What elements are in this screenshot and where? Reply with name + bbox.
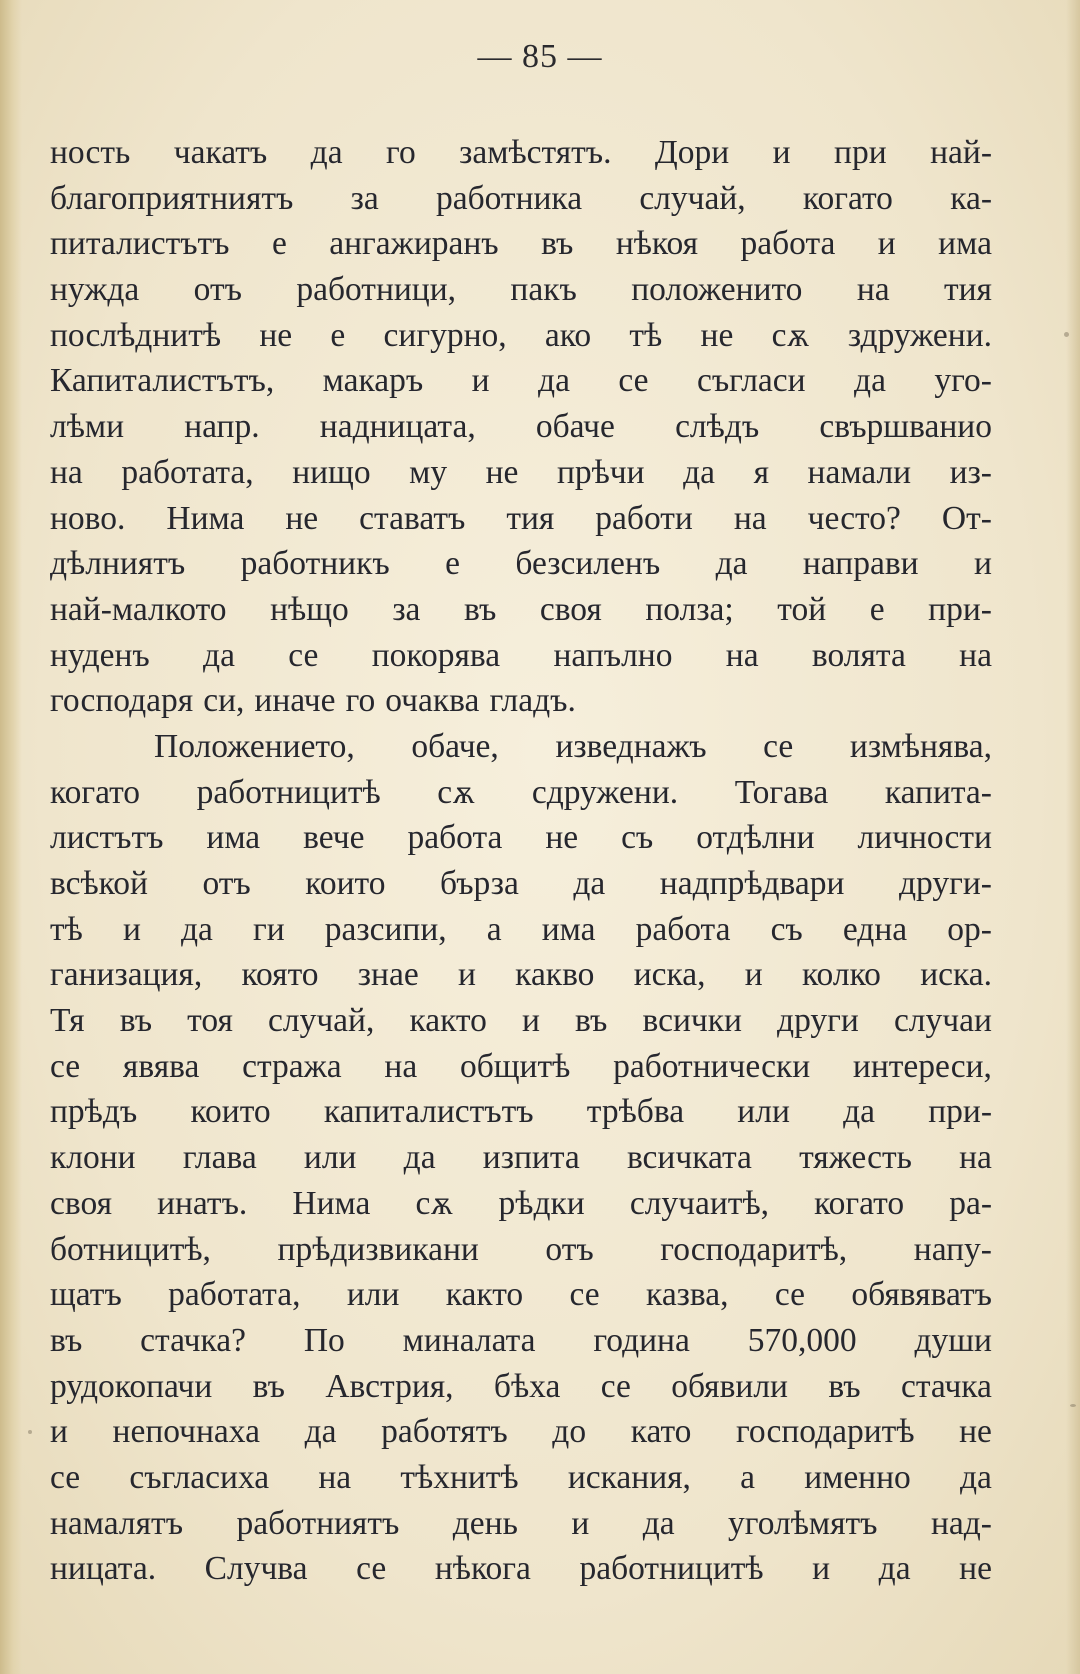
word: на <box>959 1139 992 1177</box>
word: на <box>384 1047 418 1085</box>
word: прѣдъ <box>50 1093 138 1131</box>
word: отъ <box>202 865 251 902</box>
word: всичката <box>626 1139 752 1177</box>
word: не <box>259 316 293 354</box>
text-line <box>50 313 992 359</box>
word: за <box>392 590 421 628</box>
word: се <box>774 1276 806 1314</box>
text-line <box>50 1409 992 1455</box>
word: ницата. <box>50 1550 157 1588</box>
word: се <box>356 1550 387 1588</box>
word: своя <box>50 1184 112 1222</box>
word: има <box>938 225 992 263</box>
word: работнически <box>613 1047 811 1085</box>
word: господаритѣ, <box>660 1230 848 1268</box>
word: намалятъ <box>50 1504 184 1542</box>
word: изпита <box>482 1139 580 1177</box>
word: благоприятниятъ <box>50 179 294 217</box>
word: бърза <box>440 865 519 902</box>
word: като <box>630 1413 692 1451</box>
word: личности <box>857 819 992 857</box>
text-line <box>50 1318 992 1364</box>
word: се <box>50 1047 81 1085</box>
text-line <box>50 633 992 679</box>
word: да <box>573 865 606 902</box>
word: има <box>541 910 596 948</box>
word: нѣкоя <box>615 225 699 263</box>
word: работятъ <box>381 1413 508 1451</box>
word: По <box>303 1321 345 1359</box>
word: сигурно, <box>383 316 507 354</box>
word: работи <box>595 499 693 537</box>
word: въ <box>50 1321 83 1359</box>
word: не <box>485 453 519 491</box>
word: обаче, <box>411 727 499 765</box>
word: Дори <box>654 134 730 171</box>
word: ра- <box>949 1184 992 1222</box>
word: дѣлниятъ <box>50 545 186 583</box>
word: непочнаха <box>112 1413 260 1451</box>
word: за <box>350 179 379 217</box>
word: здружени. <box>847 316 992 354</box>
word: а <box>740 1458 755 1496</box>
word: до <box>552 1413 587 1451</box>
word: сѫ <box>771 316 810 354</box>
text-line <box>50 1455 992 1501</box>
word: чакатъ <box>173 134 268 171</box>
word: прѣчи <box>556 453 645 491</box>
word: е <box>271 225 287 263</box>
word: нѣщо <box>270 590 349 628</box>
word: уго- <box>934 362 992 400</box>
word: и <box>877 225 896 263</box>
word: го <box>386 134 416 171</box>
text-line <box>50 907 992 953</box>
word: капиталистътъ <box>323 1093 534 1131</box>
word: когато <box>802 179 893 217</box>
word: работа <box>407 819 503 857</box>
word: въ <box>463 590 497 628</box>
word: други <box>777 1002 859 1040</box>
word: не <box>285 499 319 537</box>
word: день <box>452 1504 518 1542</box>
word: волята <box>811 636 906 674</box>
word: сдружени. <box>531 773 679 811</box>
word: и <box>974 545 992 583</box>
word: какво <box>515 956 595 994</box>
word: лѣми <box>50 408 125 446</box>
word: той <box>777 590 827 628</box>
text-line <box>50 815 992 861</box>
paper-speck <box>28 1430 32 1434</box>
word: положенито <box>631 271 803 309</box>
word: макаръ <box>322 362 424 400</box>
word: които <box>190 1093 271 1131</box>
text-line <box>50 952 992 998</box>
word: ганизация, <box>50 956 203 994</box>
word: надпрѣдвари <box>659 865 845 902</box>
word: както <box>409 1002 487 1040</box>
word: я <box>753 453 769 491</box>
word: работникъ <box>240 545 390 583</box>
word: да <box>180 910 213 948</box>
word: една <box>842 910 908 948</box>
text-line <box>50 1181 992 1227</box>
word: тия <box>943 271 992 309</box>
word: е <box>869 590 885 628</box>
word: над- <box>930 1504 992 1542</box>
word: да <box>310 134 343 171</box>
word: отдѣлни <box>696 819 815 857</box>
word: клони <box>50 1139 136 1177</box>
word: ность <box>50 134 131 171</box>
text-line <box>50 1135 992 1181</box>
word: тѣхнитѣ <box>400 1458 519 1496</box>
word: на <box>959 636 992 674</box>
word: или <box>346 1276 400 1314</box>
word: и <box>772 134 791 171</box>
word: не <box>545 819 579 857</box>
word: Положението, <box>154 727 355 765</box>
paragraph-end-line <box>50 678 992 724</box>
word: От- <box>941 499 992 537</box>
word: случаитѣ, <box>629 1184 770 1222</box>
word: знае <box>357 956 419 994</box>
word: разсипи, <box>324 910 447 948</box>
text-line <box>50 130 992 176</box>
word: Случва <box>204 1550 308 1588</box>
word: Капиталистътъ, <box>50 362 275 400</box>
word: се <box>288 636 319 674</box>
word: глава <box>182 1139 257 1177</box>
word: стачка? <box>140 1321 246 1359</box>
word: трѣбва <box>586 1093 685 1131</box>
word: го <box>345 682 376 720</box>
word: пакъ <box>510 271 577 309</box>
word: господаря <box>50 682 194 720</box>
word: прѣдизвикани <box>277 1230 479 1268</box>
word: явява <box>122 1047 200 1085</box>
text-line <box>50 541 992 587</box>
word: ангажиранъ <box>329 225 499 263</box>
word: безсиленъ <box>515 545 661 583</box>
word: при <box>834 134 887 171</box>
word: Нима <box>292 1184 371 1222</box>
word: направи <box>802 545 919 583</box>
word: нуденъ <box>50 636 150 674</box>
word: работа <box>635 910 731 948</box>
paper-speck <box>1070 1404 1076 1407</box>
word: инатъ. <box>157 1184 248 1222</box>
word: измѣнява, <box>849 727 992 765</box>
word: покорява <box>371 636 501 674</box>
word: работника <box>435 179 583 217</box>
word: свършванио <box>819 408 992 446</box>
word: се <box>763 727 794 765</box>
word: случаи <box>893 1002 992 1040</box>
word: да <box>683 453 716 491</box>
word: работа <box>740 225 836 263</box>
word: въ <box>828 1367 861 1405</box>
text-line <box>50 587 992 633</box>
word: своя <box>539 590 602 628</box>
word: на <box>856 271 890 309</box>
word: работницитѣ <box>579 1550 764 1588</box>
word: и <box>812 1550 831 1588</box>
word: не <box>959 1550 992 1588</box>
word: тѣ <box>50 910 83 948</box>
word: гладъ. <box>489 682 576 720</box>
word: обявили <box>671 1367 788 1405</box>
text-line <box>50 1364 992 1410</box>
word: обаче <box>535 408 615 446</box>
word: и <box>571 1504 590 1542</box>
word: а <box>486 910 502 948</box>
word: казва, <box>646 1276 729 1314</box>
word: и <box>50 1413 68 1451</box>
word: се <box>569 1276 600 1314</box>
word: когато <box>814 1184 905 1222</box>
word: и <box>122 910 141 948</box>
word: както <box>445 1276 524 1314</box>
word: Австрия, <box>325 1367 454 1405</box>
word: тоя <box>187 1002 233 1040</box>
word: капита- <box>884 773 992 811</box>
word: да <box>960 1458 992 1496</box>
text-line <box>50 1501 992 1547</box>
word: въ <box>119 1002 153 1040</box>
word: изведнажъ <box>555 727 707 765</box>
word: напълно <box>553 636 673 674</box>
word: души <box>914 1321 992 1359</box>
word: намали <box>807 453 912 491</box>
word: ставатъ <box>359 499 466 537</box>
word: тѣ <box>629 316 663 354</box>
paper-speck <box>1064 332 1069 337</box>
word: най- <box>930 134 992 171</box>
word: тяжесть <box>799 1139 912 1177</box>
word: работата, <box>168 1276 301 1314</box>
word: работницитѣ <box>196 773 381 811</box>
word: бѣха <box>493 1367 561 1405</box>
word: му <box>409 453 448 491</box>
word: работници, <box>296 271 457 309</box>
word: 570,000 <box>747 1321 857 1359</box>
word: ка- <box>950 179 992 217</box>
word: рѣдки <box>498 1184 585 1222</box>
word: работниятъ <box>236 1504 400 1542</box>
word: е <box>330 316 346 354</box>
word: искания, <box>567 1458 691 1496</box>
word: отъ <box>193 271 242 309</box>
word: при- <box>928 1093 992 1131</box>
word: напр. <box>184 408 260 446</box>
word: често? <box>807 499 901 537</box>
word: листътъ <box>50 819 164 857</box>
word: да <box>843 1093 876 1131</box>
word: се <box>600 1367 631 1405</box>
word: сѫ <box>437 773 476 811</box>
word: съгласи <box>696 362 806 400</box>
word: Тя <box>50 1002 85 1040</box>
word: вече <box>303 819 365 857</box>
word: на <box>725 636 759 674</box>
word: или <box>303 1139 357 1177</box>
word: които <box>305 865 386 902</box>
text-line <box>50 404 992 450</box>
word: полза; <box>645 590 734 628</box>
word: иска, <box>633 956 706 994</box>
word: и <box>744 956 763 994</box>
word: миналата <box>402 1321 536 1359</box>
word: случай, <box>267 1002 375 1040</box>
text-line <box>50 450 992 496</box>
paragraph-start-line <box>50 724 992 770</box>
word: ботницитѣ, <box>50 1230 211 1268</box>
word: нѣкога <box>434 1550 531 1588</box>
word: колко <box>801 956 881 994</box>
word: общитѣ <box>459 1047 571 1085</box>
word: отъ <box>545 1230 594 1268</box>
word: ново. <box>50 499 126 537</box>
text-line <box>50 861 992 907</box>
page-edge-shadow-right <box>1066 0 1080 1674</box>
word: въ <box>541 225 574 263</box>
text-line <box>50 358 992 404</box>
word: именно <box>804 1458 911 1496</box>
page-edge-shadow-left <box>0 0 22 1674</box>
word: Нима <box>166 499 245 537</box>
word: нужда <box>50 271 140 309</box>
word: си, <box>203 682 245 720</box>
word: при- <box>928 590 992 628</box>
word: се <box>50 1458 81 1496</box>
word: има <box>206 819 261 857</box>
word: всѣкой <box>50 865 148 902</box>
text-line <box>50 267 992 313</box>
word: когато <box>50 773 141 811</box>
word: съ <box>621 819 654 857</box>
word: замѣстятъ. <box>459 134 612 171</box>
word: работата, <box>121 453 254 491</box>
word: интереси, <box>852 1047 992 1085</box>
text-line <box>50 1044 992 1090</box>
word: тия <box>506 499 555 537</box>
word: стачка <box>901 1367 992 1405</box>
word: да <box>203 636 235 674</box>
word: въ <box>252 1367 285 1405</box>
word: съгласиха <box>129 1458 270 1496</box>
word: очаква <box>385 682 480 720</box>
word: нищо <box>292 453 371 491</box>
word: не <box>959 1413 992 1451</box>
word: сѫ <box>415 1184 454 1222</box>
word: година <box>593 1321 690 1359</box>
word: и <box>471 362 490 400</box>
body-text <box>50 130 992 1592</box>
word: да <box>715 545 748 583</box>
word: Тогава <box>734 773 829 811</box>
word: да <box>854 362 886 400</box>
page-number: — 85 — <box>477 38 603 75</box>
text-line <box>50 1546 992 1592</box>
word: не <box>700 316 734 354</box>
word: стража <box>242 1047 342 1085</box>
word: на <box>50 453 83 491</box>
word: иначе <box>254 682 336 720</box>
word: щатъ <box>50 1276 122 1314</box>
word: въ <box>575 1002 608 1040</box>
word: да <box>403 1139 436 1177</box>
word: обявяватъ <box>851 1276 992 1314</box>
word: е <box>445 545 460 583</box>
text-line <box>50 221 992 267</box>
word: напу- <box>913 1230 992 1268</box>
word: послѣднитѣ <box>50 316 222 354</box>
word: надницата, <box>319 408 476 446</box>
text-line <box>50 176 992 222</box>
word: ако <box>544 316 592 354</box>
word: и <box>521 1002 540 1040</box>
text-line <box>50 1227 992 1273</box>
word: иска. <box>920 956 992 994</box>
word: и <box>457 956 476 994</box>
word: се <box>618 362 649 400</box>
word: слѣдъ <box>675 408 760 446</box>
word: да <box>878 1550 911 1588</box>
word: ги <box>252 910 285 948</box>
text-line <box>50 1089 992 1135</box>
word: ор- <box>947 910 992 948</box>
word: рудокопачи <box>50 1367 213 1405</box>
text-line <box>50 496 992 542</box>
text-line <box>50 998 992 1044</box>
word: да <box>538 362 570 400</box>
word: питалистътъ <box>50 225 230 263</box>
word: да <box>304 1413 337 1451</box>
word: господаритѣ <box>736 1413 915 1451</box>
word: съ <box>770 910 803 948</box>
word: из- <box>949 453 992 491</box>
word: най-малкото <box>50 590 227 628</box>
word: уголѣмятъ <box>728 1504 878 1542</box>
word: която <box>241 956 319 994</box>
word: други- <box>899 865 992 902</box>
text-line <box>50 1272 992 1318</box>
word: случай, <box>639 179 746 217</box>
word: на <box>318 1458 352 1496</box>
word: на <box>733 499 767 537</box>
word: или <box>737 1093 790 1131</box>
word: всички <box>642 1002 742 1040</box>
text-line <box>50 770 992 816</box>
word: да <box>642 1504 675 1542</box>
